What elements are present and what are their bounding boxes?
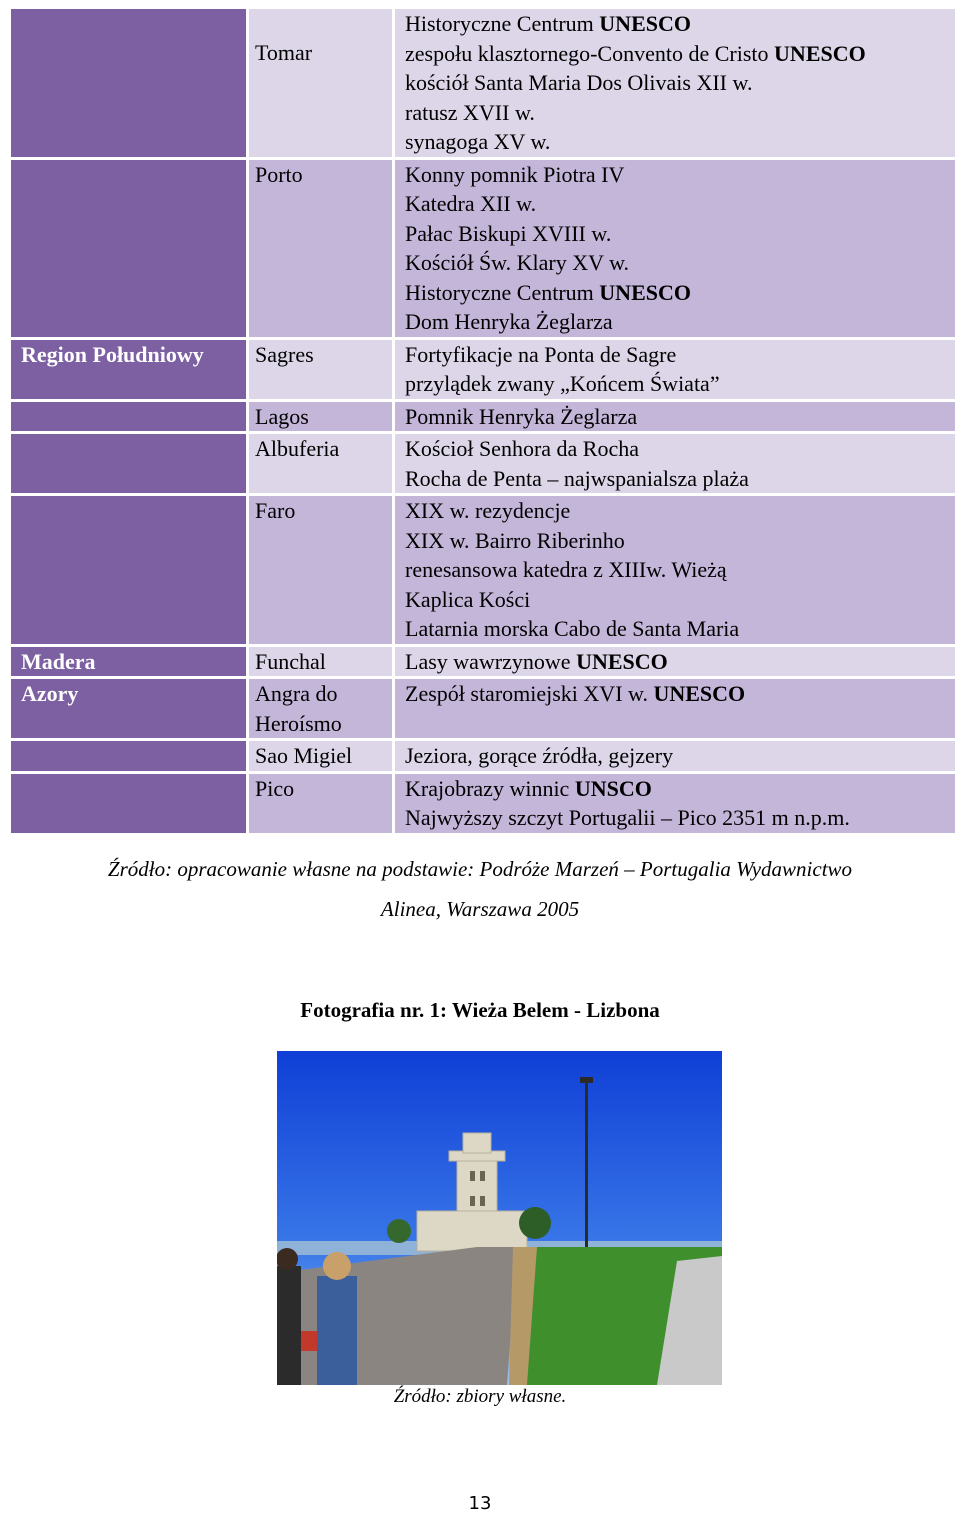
city-cell: Lagos [248,400,394,433]
attraction-line: XIX w. Bairro Riberinho [405,527,625,553]
attraction-line: Pomnik Henryka Żeglarza [405,403,638,429]
city-cell: Sao Migiel [248,740,394,773]
city-cell: Sagres [248,338,394,400]
table-row [10,772,957,834]
figure-title: Fotografia nr. 1: Wieża Belem - Lizbona [300,998,660,1022]
attractions-cell [394,740,957,773]
attraction-line: zespołu klasztornego-Convento de Cristo UNESCO [405,40,866,66]
attractions-cell [394,400,957,433]
attraction-line: Zespół staromiejski XVI w. UNESCO [405,681,746,706]
city-cell: Faro [248,495,394,646]
attraction-line: Pałac Biskupi XVIII w. [405,220,612,246]
attraction-line: ratusz XVII w. [405,99,535,125]
region-cell [10,772,248,834]
region-cell: Region Południowy [10,338,248,400]
city-cell: Albuferia [248,433,394,495]
city-cell: Funchal [248,645,394,678]
photo-source-note: Źródło: zbiory własne. [393,1386,567,1407]
attraction-line: XIX w. rezydencje [405,498,571,523]
attraction-line: synagoga XV w. [405,129,551,154]
attraction-line: Konny pomnik Piotra IV [405,161,625,187]
attraction-line: Kaplica Kości [405,586,531,612]
region-cell [10,740,248,773]
photo-belem-tower [277,1051,722,1385]
table-row [10,158,957,338]
attraction-line: Katedra XII w. [405,191,537,216]
attractions-cell [394,678,957,740]
region-cell [10,400,248,433]
attraction-line: Historyczne Centrum UNESCO [405,11,691,36]
attractions-cell [394,495,957,646]
attraction-line: Krajobrazy winnic UNSCO [405,775,652,801]
attraction-line: Historyczne Centrum UNESCO [405,279,691,305]
attraction-line: Jeziora, gorące źródła, gejzery [405,743,674,768]
table-row [10,433,957,495]
attraction-line: przylądek zwany „Końcem Świata” [405,371,720,396]
source-note-line1: Źródło: opracowanie własne na podstawie: Podróże Marzeń – Portugalia Wydawnictwo [107,857,853,881]
region-cell [10,495,248,646]
city-cell: Pico [248,772,394,834]
attractions-cell [394,338,957,400]
attraction-line: Najwyższy szczyt Portugalii – Pico 2351 m n.p.m. [405,805,850,830]
attraction-line: kościół Santa Maria Dos Olivais XII w. [405,70,753,95]
region-cell: Madera [10,645,248,678]
region-cell [10,158,248,338]
page-number: 13 [468,1493,492,1514]
attraction-line: Rocha de Penta – najwspanialsza plaża [405,465,749,491]
source-note-line2: Alinea, Warszawa 2005 [380,897,580,921]
city-cell: Porto [248,158,394,338]
table-row [10,678,957,740]
attractions-cell [394,8,957,159]
region-cell [10,8,248,159]
attractions-cell [394,645,957,678]
attraction-line: renesansowa katedra z XIIIw. Wieżą [405,557,727,582]
city-cell: Angra do Heroísmo [248,678,394,740]
attractions-cell [394,772,957,834]
table-row [10,400,957,433]
table-row [10,645,957,678]
table-row [10,338,957,400]
attraction-line: Lasy wawrzynowe UNESCO [405,648,668,674]
attraction-line: Kościoł Senhora da Rocha [405,436,639,461]
attraction-line: Fortyfikacje na Ponta de Sagre [405,341,677,367]
attractions-table [8,6,958,836]
region-cell: Azory [10,678,248,740]
attractions-cell [394,433,957,495]
city-cell: Tomar [248,8,394,159]
table-row [10,495,957,646]
region-cell [10,433,248,495]
table-row [10,740,957,773]
attractions-cell [394,158,957,338]
attraction-line: Latarnia morska Cabo de Santa Maria [405,616,740,641]
attraction-line: Dom Henryka Żeglarza [405,309,613,334]
table-row [10,8,957,159]
attraction-line: Kościół Św. Klary XV w. [405,250,630,275]
